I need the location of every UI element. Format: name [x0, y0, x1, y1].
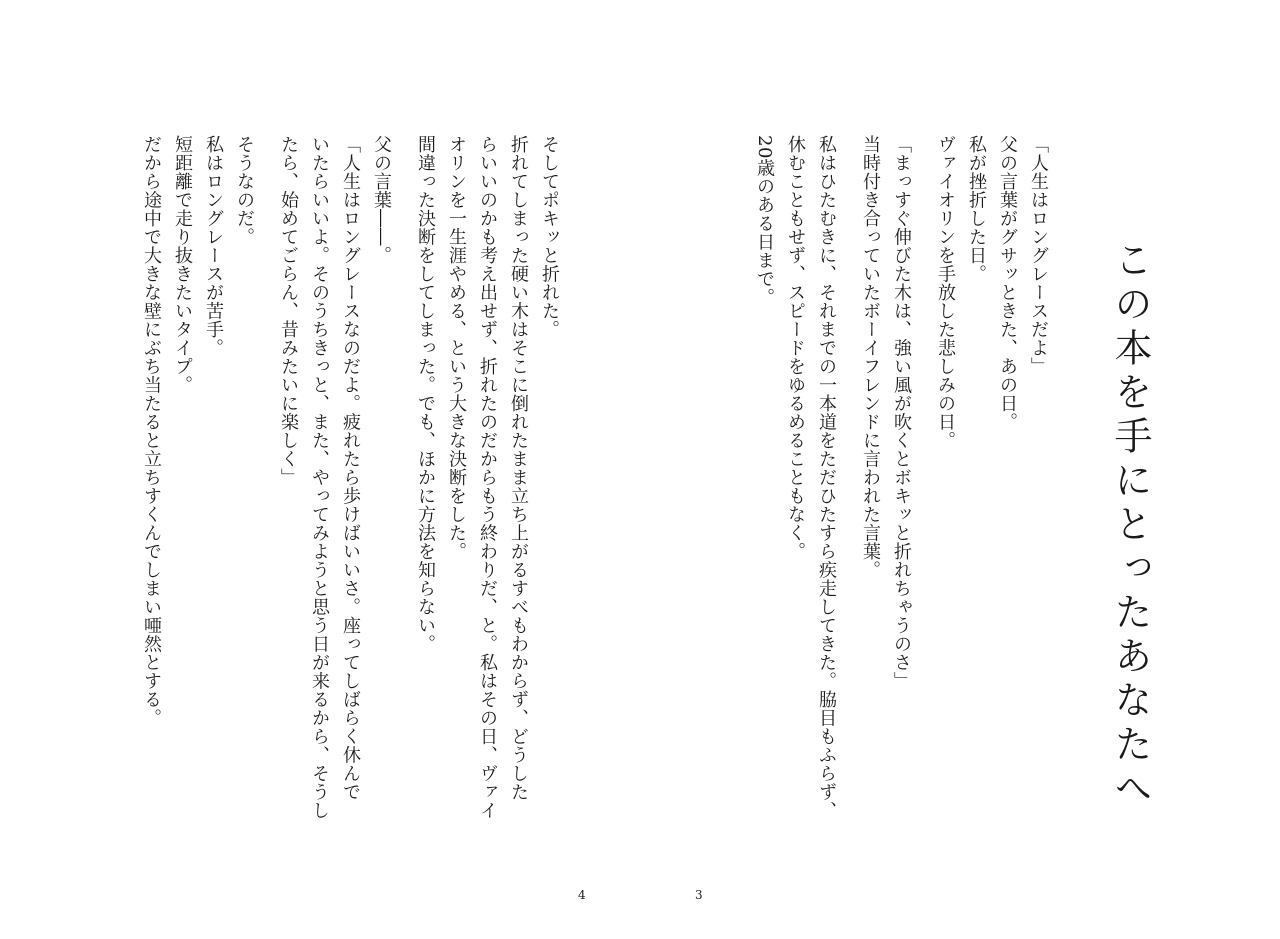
text-line: そしてポキッと折れた。 [539, 135, 560, 339]
text-line: 父の言葉がグサッときた、あの日。 [997, 135, 1018, 431]
paragraph-gap [917, 135, 930, 815]
text-line: オリンを一生涯やめる、という大きな決断をした。 [446, 135, 467, 561]
text-line: だから途中で大きな壁にぶち当たると立ちすくんでしまい唖然とする。 [141, 135, 162, 727]
text-line: 休むこともせず、スピードをゆるめることもなく。 [785, 135, 806, 561]
text-line: らいいのかも考え出せず、折れたのだからもう終わりだ、と。私はその日、ヴァイ [477, 135, 498, 820]
paragraph-gap [397, 135, 410, 815]
text-line: 私はロングレースが苦手。 [203, 135, 224, 357]
text-line: ヴァイオリンを手放した悲しみの日。 [935, 135, 956, 450]
text-line: 20歳のある日まで。 [754, 135, 775, 307]
paragraph-gap [842, 135, 855, 815]
chapter-title: この本を手にとったあなたへ [1108, 240, 1152, 812]
right-page-text [724, 135, 1054, 820]
text-line: 「人生はロングレースなのだよ。疲れたら歩けばいいさ。座ってしばらく休んで [340, 135, 361, 801]
text-line: たら、始めてごらん、昔みたいに楽しく」 [278, 135, 299, 487]
text-line: 間違った決断をしてしまった。でも、ほかに方法を知らない。 [415, 135, 436, 653]
text-line: 「まっすぐ伸びた木は、強い風が吹くとボキッと折れちゃうのさ」 [891, 135, 912, 690]
paragraph-gap [260, 135, 273, 815]
text-line: 短距離で走り抜きたいタイプ。 [172, 135, 193, 394]
text-line: 「人生はロングレースだよ」 [1028, 135, 1049, 376]
page-number-left: 4 [578, 888, 586, 902]
text-line: 父の言葉――。 [371, 135, 392, 265]
text-line: いたらいいよ。そのうちきっと、また、やってみようと思う日が来るから、そうし [309, 135, 330, 820]
text-line: 私はひたむきに、それまでの一本道をただひたすら疾走してきた。脇目もふらず、 [816, 135, 837, 820]
text-line: 私が挫折した日。 [966, 135, 987, 283]
text-line: 折れてしまった硬い木はそこに倒れたまま立ち上がるすべもわからず、どうした [508, 135, 529, 801]
left-page-text [110, 135, 565, 820]
text-line: そうなのだ。 [234, 135, 255, 246]
text-line: 当時付き合っていたボーイフレンドに言われた言葉。 [860, 135, 881, 579]
page-number-right: 3 [695, 888, 703, 902]
